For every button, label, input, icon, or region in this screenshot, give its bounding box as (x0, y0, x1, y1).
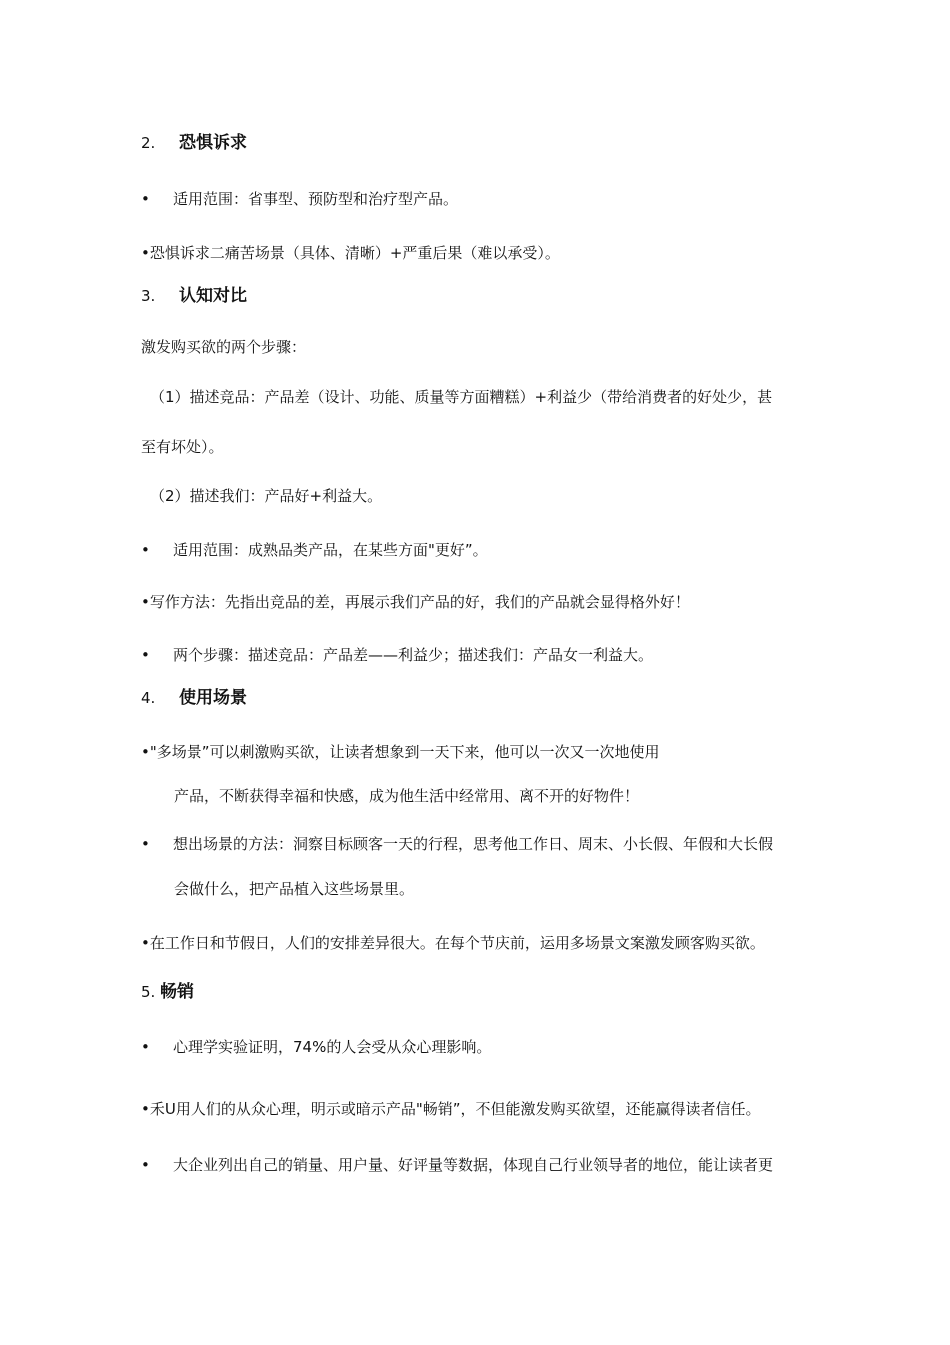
list-item (141, 189, 458, 209)
list-item-text: 大企业列出自己的销量、用户量、好评量等数据，体现自己行业领导者的地位，能让读者更 (173, 1156, 774, 1174)
paragraph: （2）描述我们：产品好+利益大。 (150, 487, 383, 505)
section-number: 2. (141, 134, 156, 152)
section-3-heading (141, 286, 247, 306)
section-title: 认知对比 (179, 286, 247, 306)
section-number: 5. (141, 983, 156, 1001)
section-number: 4. (141, 689, 156, 707)
list-item (141, 540, 488, 560)
section-number: 3. (141, 287, 156, 305)
section-title: 使用场景 (179, 688, 247, 708)
paragraph: （1）描述竞品：产品差（设计、功能、质量等方面糟糕）+利益少（带给消费者的好处少，甚 (150, 388, 773, 406)
paragraph: 至有坏处）。 (141, 438, 224, 456)
list-item (141, 834, 773, 854)
bullet: • (141, 1156, 150, 1174)
section-5-heading (141, 982, 194, 1002)
bullet: • (141, 835, 150, 853)
section-2-heading (141, 133, 247, 153)
list-item (141, 1155, 773, 1175)
paragraph: 产品，不断获得幸福和快感，成为他生活中经常用、离不开的好物件！ (174, 787, 640, 805)
list-item-text: 适用范围：成熟品类产品，在某些方面"更好”。 (173, 541, 488, 559)
list-item (141, 645, 653, 665)
paragraph: •禾U用人们的从众心理，明示或暗示产品"畅销”，不但能激发购买欲望，还能赢得读者信任。 (141, 1100, 761, 1118)
paragraph: •写作方法：先指出竞品的差，再展示我们产品的好，我们的产品就会显得格外好！ (141, 593, 690, 611)
paragraph: 激发购买欲的两个步骤： (141, 338, 307, 356)
bullet: • (141, 1038, 150, 1056)
list-item-text: 适用范围：省事型、预防型和治疗型产品。 (173, 190, 459, 208)
section-title: 恐惧诉求 (179, 133, 247, 153)
list-item-text: 两个步骤：描述竞品：产品差——利益少；描述我们：产品女一利益大。 (173, 646, 654, 664)
paragraph: •"多场景”可以刺激购买欲，让读者想象到一天下来，他可以一次又一次地使用 (141, 743, 660, 761)
paragraph: •在工作日和节假日，人们的安排差异很大。在每个节庆前，运用多场景文案激发顾客购买欲。 (141, 934, 765, 952)
list-item (141, 1037, 491, 1057)
list-item-text: 心理学实验证明，74%的人会受从众心理影响。 (173, 1038, 492, 1056)
list-item-text: 想出场景的方法：洞察目标顾客一天的行程，思考他工作日、周末、小长假、年假和大长假 (173, 835, 774, 853)
paragraph: 会做什么，把产品植入这些场景里。 (174, 880, 415, 898)
paragraph: •恐惧诉求二痛苦场景（具体、清晰）+严重后果（难以承受）。 (141, 244, 560, 262)
bullet: • (141, 646, 150, 664)
section-title: 畅销 (160, 982, 194, 1002)
bullet: • (141, 541, 150, 559)
section-4-heading (141, 688, 247, 708)
bullet: • (141, 190, 150, 208)
